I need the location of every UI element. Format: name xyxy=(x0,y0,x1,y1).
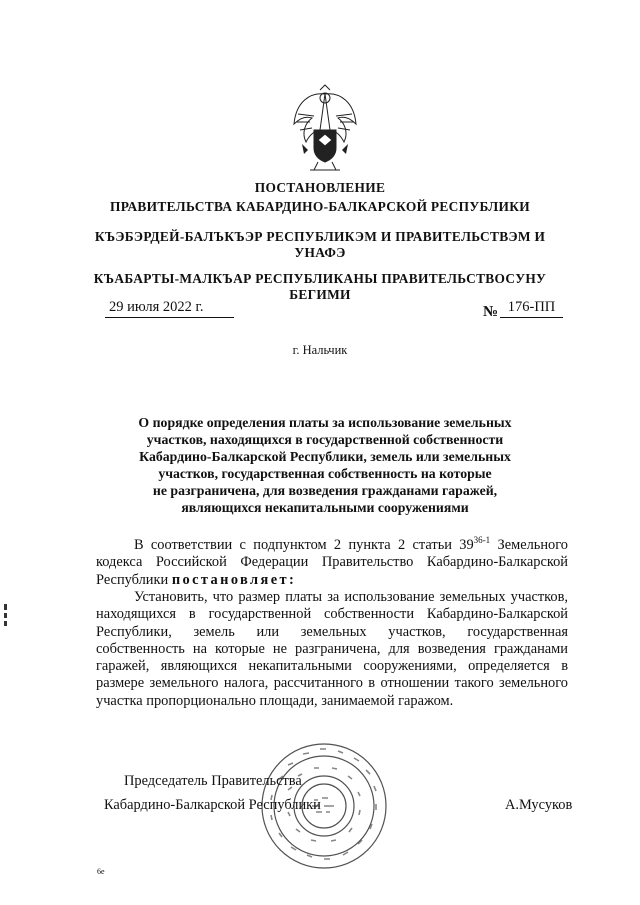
title-line: являющихся некапитальными сооружениями xyxy=(181,500,469,515)
issuer-title-kabardian-line2: УНАФЭ xyxy=(294,245,346,260)
title-line: участков, находящихся в государственной собственности xyxy=(146,432,504,447)
article-superscript: 36-1 xyxy=(473,535,491,546)
preamble-continuation: Земельного кодекса Российской Федерации Правительство Кабардино-Балкарской Республики xyxy=(96,537,568,588)
margin-mark xyxy=(4,604,8,626)
city: г. Нальчик xyxy=(292,343,348,357)
issuer-title-balkar-line2: БЕГИМИ xyxy=(289,287,351,302)
title-line: О порядке определения платы за использование земельных xyxy=(138,415,512,430)
issuer-title-kabardian-line1: КЪЭБЭРДЕЙ-БАЛЪКЪЭР РЕСПУБЛИКЭМ И ПРАВИТЕЛЬСТВЭМ И xyxy=(94,229,546,244)
title-line: не разграничена, для возведения гражданами гаражей, xyxy=(152,483,498,498)
doc-type-title: ПОСТАНОВЛЕНИЕ xyxy=(254,180,386,195)
signatory-name: А.Мусуков xyxy=(505,797,573,813)
footer-mark: 6е xyxy=(97,867,105,876)
signatory-position-line2: Кабардино-Балкарской Республики xyxy=(104,797,321,813)
coat-of-arms-emblem xyxy=(290,84,360,172)
issuer-title-balkar-line1: КЪАБАРТЫ-МАЛКЪАР РЕСПУБЛИКАНЫ ПРАВИТЕЛЬСТВОСУНУ xyxy=(93,271,547,286)
decree-number: 176-ПП xyxy=(500,299,563,318)
decree-word: постановляет: xyxy=(171,571,297,588)
decree-date: 29 июля 2022 г. xyxy=(105,299,234,318)
number-sign: № xyxy=(483,304,499,320)
issuer-title-russian: ПРАВИТЕЛЬСТВА КАБАРДИНО-БАЛКАРСКОЙ РЕСПУБЛИКИ xyxy=(109,199,530,214)
title-line: участков, государственная собственность на которые xyxy=(158,466,492,481)
decree-title xyxy=(110,414,540,516)
paragraph-resolution: Установить, что размер платы за использование земельных участков, находящихся в государственной собственности Кабардино-Балкарской Республики, земель или земельных участков, государственная собственность на которые не разграничена, для возведения гражданами гаражей, являющихся некапитальными сооружениями, определяется в размере земельного налога, рассчитанного в отношении такого земельного участка пропорционально площади, занимаемой гаражом. xyxy=(96,589,568,709)
preamble-text: В соответствии с подпунктом 2 пункта 2 статьи 39 xyxy=(134,537,474,553)
title-line: Кабардино-Балкарской Республики, земель или земельных xyxy=(139,449,511,464)
paragraph-preamble xyxy=(96,537,568,589)
signatory-position-line1: Председатель Правительства xyxy=(124,773,302,789)
